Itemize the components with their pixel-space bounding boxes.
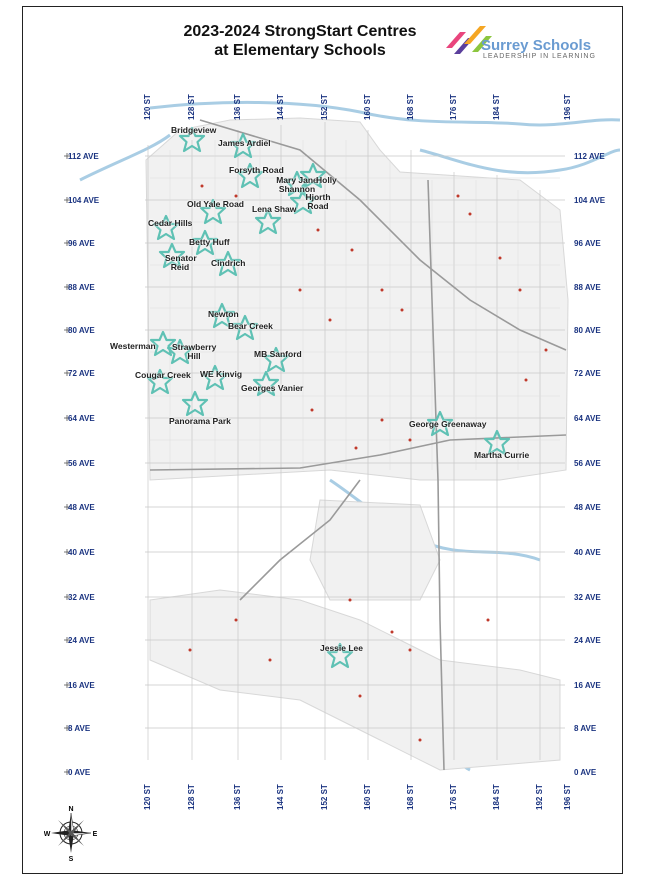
- ave-label-right: 88 AVE: [574, 283, 601, 292]
- title-line1: 2023-2024 StrongStart Centres: [183, 23, 417, 40]
- ave-label-right: 96 AVE: [574, 239, 601, 248]
- school-label: WE Kinvig: [200, 369, 243, 379]
- compass-e: E: [92, 831, 98, 838]
- street-label-bottom: 128 ST: [187, 784, 196, 810]
- ave-label-right: 104 AVE: [574, 196, 606, 205]
- street-label-bottom: 144 ST: [276, 784, 285, 810]
- street-label-top: 184 ST: [492, 94, 501, 120]
- street-label-top: 120 ST: [143, 94, 152, 120]
- school-label: Senator Reid: [165, 253, 197, 272]
- street-label-top: 160 ST: [363, 94, 372, 120]
- ave-label-right: 48 AVE: [574, 503, 601, 512]
- street-label-top: 196 ST: [563, 94, 572, 120]
- street-label-bottom: 160 ST: [363, 784, 372, 810]
- ave-label-left: 72 AVE: [68, 369, 95, 378]
- ave-label-right: 24 AVE: [574, 636, 601, 645]
- ave-label-right: 32 AVE: [574, 593, 601, 602]
- street-label-top: 168 ST: [406, 94, 415, 120]
- ave-label-left: 48 AVE: [68, 503, 95, 512]
- street-label-bottom: 176 ST: [449, 784, 458, 810]
- ave-label-left: 80 AVE: [68, 326, 95, 335]
- school-label: Bear Creek: [228, 321, 273, 331]
- compass-w: W: [44, 831, 51, 838]
- ave-label-left: 8 AVE: [68, 724, 91, 733]
- street-label-bottom: 136 ST: [233, 784, 242, 810]
- ave-label-left: 32 AVE: [68, 593, 95, 602]
- ave-label-right: 0 AVE: [574, 768, 597, 777]
- school-label: Newton: [208, 309, 239, 319]
- school-label: Jessie Lee: [320, 643, 364, 653]
- school-label: Holly: [316, 175, 337, 185]
- street-label-top: 128 ST: [187, 94, 196, 120]
- street-label-top: 136 ST: [233, 94, 242, 120]
- ave-label-left: 56 AVE: [68, 459, 95, 468]
- school-label: James Ardiel: [218, 138, 271, 148]
- ave-label-left: 0 AVE: [68, 768, 91, 777]
- street-label-bottom: 168 ST: [406, 784, 415, 810]
- ave-label-right: 72 AVE: [574, 369, 601, 378]
- school-label: Martha Currie: [474, 450, 530, 460]
- ave-label-right: 80 AVE: [574, 326, 601, 335]
- school-label: Panorama Park: [169, 416, 231, 426]
- school-label: Betty Huff: [189, 237, 230, 247]
- street-label-bottom: 120 ST: [143, 784, 152, 810]
- school-label: Strawberry Hill: [172, 342, 217, 361]
- ave-label-right: 64 AVE: [574, 414, 601, 423]
- ave-label-left: 104 AVE: [68, 196, 100, 205]
- school-label: Cedar Hills: [148, 218, 193, 228]
- school-label: Forsyth Road: [229, 165, 284, 175]
- school-label: Lena Shaw: [252, 204, 297, 214]
- logo-name: Surrey Schools: [481, 37, 592, 54]
- school-label: George Greenaway: [409, 419, 487, 429]
- ave-label-left: 24 AVE: [68, 636, 95, 645]
- compass-rose-icon: [44, 804, 98, 862]
- ave-label-right: 16 AVE: [574, 681, 601, 690]
- school-label: Hjorth Road: [305, 192, 331, 211]
- school-label: Westerman: [110, 341, 156, 351]
- compass-s: S: [68, 856, 74, 862]
- street-label-bottom: 192 ST: [535, 784, 544, 810]
- street-label-bottom: 184 ST: [492, 784, 501, 810]
- ave-label-right: 40 AVE: [574, 548, 601, 557]
- title-line2: at Elementary Schools: [214, 42, 386, 59]
- street-label-bottom: 196 ST: [563, 784, 572, 810]
- ave-label-left: 40 AVE: [68, 548, 95, 557]
- ave-label-right: 8 AVE: [574, 724, 597, 733]
- school-label: Bridgeview: [171, 125, 217, 135]
- street-label-top: 144 ST: [276, 94, 285, 120]
- school-label: Mary Jane Shannon: [276, 175, 318, 194]
- school-label: Old Yale Road: [187, 199, 245, 209]
- ave-label-right: 56 AVE: [574, 459, 601, 468]
- school-label: Cindrich: [211, 258, 246, 268]
- ave-label-left: 88 AVE: [68, 283, 95, 292]
- ave-label-left: 64 AVE: [68, 414, 95, 423]
- street-label-bottom: 152 ST: [320, 784, 329, 810]
- ave-label-left: 112 AVE: [68, 152, 99, 161]
- ave-label-right: 112 AVE: [574, 152, 605, 161]
- school-label: MB Sanford: [254, 349, 302, 359]
- street-label-top: 176 ST: [449, 94, 458, 120]
- school-label: Georges Vanier: [241, 383, 304, 393]
- compass-n: N: [68, 806, 74, 813]
- logo-tagline: LEADERSHIP IN LEARNING: [483, 53, 596, 60]
- school-label: Cougar Creek: [135, 370, 191, 380]
- ave-label-left: 96 AVE: [68, 239, 95, 248]
- street-label-top: 152 ST: [320, 94, 329, 120]
- ave-label-left: 16 AVE: [68, 681, 95, 690]
